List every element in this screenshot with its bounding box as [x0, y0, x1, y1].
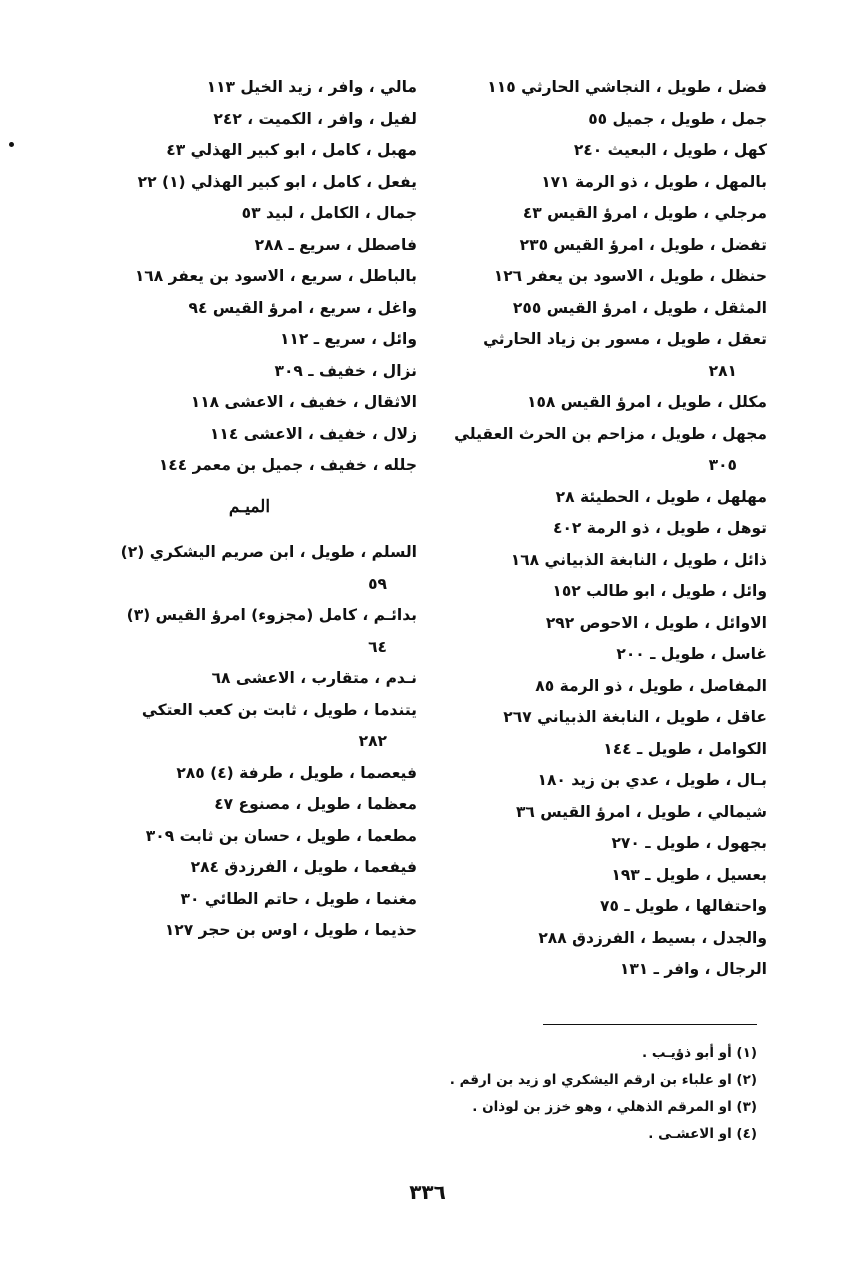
- index-entry-page-continuation: ٣٠٥: [708, 456, 737, 474]
- index-entry: فيعصما ، طويل ، طرفة (٤) ٢٨٥: [176, 763, 417, 782]
- index-entry: بالمهل ، طويل ، ذو الرمة ١٧١: [541, 172, 767, 191]
- index-entry: مالي ، وافر ، زيد الخيل ١١٣: [206, 78, 417, 96]
- index-entry: تفضل ، طويل ، امرؤ القيس ٢٣٥: [519, 235, 767, 254]
- index-entry: توهل ، طويل ، ذو الرمة ٤٠٢: [553, 519, 767, 537]
- index-entry: واحتفالها ، طويل ـ ٧٥: [600, 897, 767, 915]
- index-entry: زلال ، خفيف ، الاعشى ١١٤: [209, 424, 417, 443]
- index-entry: غاسل ، طويل ـ ٢٠٠: [616, 645, 767, 663]
- index-entry: فضل ، طويل ، النجاشي الحارثي ١١٥: [487, 78, 767, 96]
- footnote-1: (١) أو أبو ذؤيـب .: [642, 1045, 757, 1061]
- index-entry: حذيما ، طويل ، اوس بن حجر ١٢٧: [164, 921, 417, 939]
- index-entry: كهل ، طويل ، البعيث ٢٤٠: [573, 141, 767, 159]
- index-entry: الرجال ، وافر ـ ١٣١: [619, 960, 767, 978]
- index-entry-page-continuation: ٢٨١: [708, 361, 737, 380]
- index-entry: جمال ، الكامل ، لبيد ٥٣: [241, 204, 417, 222]
- index-entry: بعسيل ، طويل ـ ١٩٣: [611, 865, 767, 884]
- index-entry-page-continuation: ٢٨٢: [358, 732, 387, 750]
- index-entry: مهبل ، كامل ، ابو كبير الهذلي ٤٣: [166, 141, 417, 159]
- index-entry: تعقل ، طويل ، مسور بن زياد الحارثي: [483, 330, 767, 348]
- index-entry: مهلهل ، طويل ، الحطيئة ٢٨: [555, 487, 767, 506]
- index-entry: المثقل ، طويل ، امرؤ القيس ٢٥٥: [512, 298, 767, 317]
- index-entry: نزال ، خفيف ـ ٣٠٩: [274, 361, 417, 380]
- index-entry: الكوامل ، طويل ـ ١٤٤: [603, 739, 767, 758]
- left-column-top-entries: [82, 72, 417, 482]
- index-entry: يتندما ، طويل ، ثابت بن كعب العتكي: [141, 700, 417, 719]
- footnotes: [297, 1040, 757, 1148]
- margin-mark: [9, 142, 14, 147]
- footnote-2: (٢) او علباء بن ارقم اليشكري او زيد بن ارقم .: [449, 1072, 757, 1088]
- index-entry: بدائـم ، كامل (مجزوء) امرؤ القيس (٣): [126, 606, 417, 624]
- left-column-bottom-entries: [82, 537, 417, 947]
- footnote-divider: [543, 1024, 757, 1025]
- page-number: ٣٣٦: [409, 1180, 446, 1204]
- index-entry: شيمالي ، طويل ، امرؤ القيس ٣٦: [515, 802, 767, 821]
- index-entry: مرجلي ، طويل ، امرؤ القيس ٤٣: [522, 204, 767, 222]
- index-entry: يفعل ، كامل ، ابو كبير الهذلي (١) ٢٢: [137, 172, 417, 191]
- footnote-4: (٤) او الاعشـى .: [648, 1126, 757, 1142]
- index-entry: لفيل ، وافر ، الكميت ، ٢٤٢: [213, 109, 417, 128]
- index-entry: المفاصل ، طويل ، ذو الرمة ٨٥: [535, 676, 767, 695]
- index-entry: السلم ، طويل ، ابن صريم اليشكري (٢): [120, 543, 417, 561]
- index-entry: واغل ، سريع ، امرؤ القيس ٩٤: [188, 298, 417, 317]
- index-entry: حنظل ، طويل ، الاسود بن يعفر ١٢٦: [493, 267, 767, 285]
- index-entry: ذائل ، طويل ، النابغة الذبياني ١٦٨: [510, 550, 767, 569]
- index-entry-page-continuation: ٥٩: [368, 574, 387, 593]
- index-entry: جلله ، خفيف ، جميل بن معمر ١٤٤: [158, 456, 417, 474]
- index-entry: عاقل ، طويل ، النابغة الذبياني ٢٦٧: [503, 708, 767, 726]
- section-heading: الميـم: [228, 496, 271, 517]
- index-entry: جمل ، طويل ، جميل ٥٥: [588, 109, 767, 128]
- index-entry: الاوائل ، طويل ، الاحوص ٢٩٢: [545, 613, 767, 632]
- index-entry: معظما ، طويل ، مصنوع ٤٧: [214, 795, 417, 813]
- index-entry: الاثقال ، خفيف ، الاعشى ١١٨: [190, 393, 417, 411]
- index-entry: مكلل ، طويل ، امرؤ القيس ١٥٨: [526, 393, 767, 411]
- index-entry: مغنما ، طويل ، حاتم الطائي ٣٠: [180, 889, 417, 908]
- index-entry: بجهول ، طويل ـ ٢٧٠: [611, 834, 767, 852]
- index-entry: وائل ، سريع ـ ١١٢: [279, 330, 417, 348]
- index-entry: وائل ، طويل ، ابو طالب ١٥٢: [552, 582, 767, 600]
- index-entry: فيفعما ، طويل ، الفرزدق ٢٨٤: [190, 858, 417, 876]
- index-entry: والجدل ، بسيط ، الفرزدق ٢٨٨: [538, 928, 767, 947]
- right-column: [437, 72, 767, 986]
- footnote-3: (٣) او المرقم الذهلي ، وهو خزز بن لوذان .: [472, 1099, 757, 1115]
- index-entry: بالباطل ، سريع ، الاسود بن يعفر ١٦٨: [134, 267, 417, 285]
- index-entry: فاصطل ، سريع ـ ٢٨٨: [254, 235, 417, 254]
- index-entry: بـال ، طويل ، عدي بن زيد ١٨٠: [537, 771, 767, 789]
- index-entry: مجهل ، طويل ، مزاحم بن الحرث العقيلي: [454, 424, 767, 443]
- left-column: [82, 72, 417, 947]
- index-entry-page-continuation: ٦٤: [368, 637, 387, 656]
- index-entry: نـدم ، متقارب ، الاعشى ٦٨: [211, 669, 417, 687]
- index-entry: مطعما ، طويل ، حسان بن ثابت ٣٠٩: [145, 826, 417, 845]
